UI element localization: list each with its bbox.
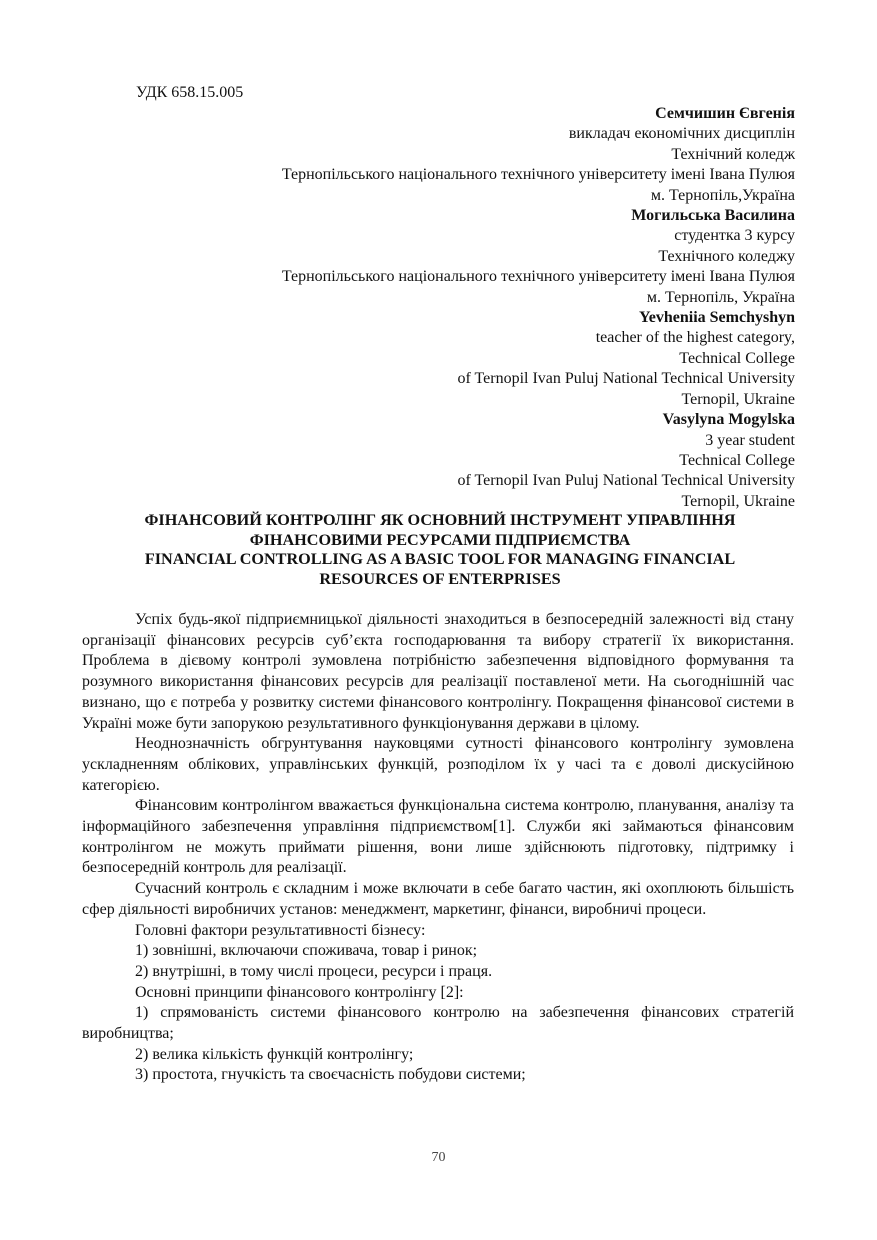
body-paragraph: 2) велика кількість функцій контролінгу;: [135, 1045, 414, 1063]
author-affiliation-line: Technical College: [679, 451, 795, 469]
author-affiliation-line: Тернопільського національного технічного університету імені Івана Пулюя: [281, 268, 795, 286]
page-number: 70: [431, 1150, 446, 1165]
author-affiliation-line: Технічного коледжу: [658, 247, 795, 265]
author-affiliation-line: м. Тернопіль, Україна: [646, 288, 795, 306]
title-line: ФІНАНСОВИЙ КОНТРОЛІНГ ЯК ОСНОВНИЙ ІНСТРУМЕНТ УПРАВЛІННЯ: [144, 511, 736, 529]
author-name: Yevheniia Semchyshyn: [638, 309, 795, 327]
body-paragraph: 2) внутрішні, в тому числі процеси, ресурси і праця.: [135, 962, 493, 980]
body-paragraph: Успіх будь-якої підприємницької діяльності знаходиться в безпосередній залежності від стану організації фінансових ресурсів суб’єкта господарювання та вибору стратегії їх використання. Проблема в дієвому контролі зумовлена потрібністю забезпечення відповідного формування та розумного використання фінансових ресурсів для реалізації поставленої мети. На сьогоднішній час визнано, що є потреба у розвитку системи фінансового контролінгу. Покращення фінансової системи в Україні може бути запорукою результативного функціонування держави в цілому.: [82, 611, 794, 732]
author-affiliation-line: of Ternopil Ivan Puluj National Technical University: [457, 370, 795, 388]
author-affiliation-line: Тернопільського національного технічного університету імені Івана Пулюя: [281, 166, 795, 184]
author-block: [282, 104, 795, 512]
title-line: FINANCIAL CONTROLLING AS A BASIC TOOL FOR MANAGING FINANCIAL: [144, 550, 736, 569]
author-name: Могильська Василина: [631, 207, 795, 225]
udk-code: УДК 658.15.005: [136, 84, 244, 101]
author-affiliation-line: викладач економічних дисциплін: [568, 125, 795, 143]
body-paragraph: 1) зовнішні, включаючи споживача, товар і ринок;: [135, 942, 478, 960]
body-paragraph: Неоднозначність обгрунтування науковцями сутності фінансового контролінгу зумовлена ускладненням облікових, управлінських функцій, розподілом їх у часі та є доволі дискусійною категорією.: [82, 735, 794, 794]
article-title: [82, 511, 798, 589]
author-affiliation-line: Technical College: [679, 349, 795, 367]
author-affiliation-line: Ternopil, Ukraine: [681, 390, 795, 408]
author-affiliation-line: teacher of the highest category,: [595, 329, 795, 347]
body-paragraph: Фінансовим контролінгом вважається функціональна система контролю, планування, аналізу та інформаційного забезпечення управління підприємством[1]. Служби які займаються фінансовим контролінгом не можуть приймати рішення, вони лише здійснюють підготовку, підтримку і безпосередній контроль для реалізації.: [82, 797, 794, 877]
author-affiliation-line: Ternopil, Ukraine: [681, 492, 795, 510]
author-affiliation-line: Технічний коледж: [671, 145, 795, 163]
article-body: [82, 610, 794, 1086]
body-paragraph: Головні фактори результативності бізнесу:: [135, 921, 426, 939]
author-affiliation-line: студентка 3 курсу: [674, 227, 795, 245]
body-paragraph: Основні принципи фінансового контролінгу [2]:: [135, 983, 464, 1001]
author-name: Семчишин Євгенія: [655, 105, 795, 122]
title-line: ФІНАНСОВИМИ РЕСУРСАМИ ПІДПРИЄМСТВА: [249, 530, 631, 549]
body-paragraph: 3) простота, гнучкість та своєчасність побудови системи;: [135, 1066, 526, 1084]
body-paragraph: Сучасний контроль є складним і може включати в себе багато частин, які охоплюють більшість сфер діяльності виробничих установ: менеджмент, маркетинг, фінанси, виробничі процеси.: [82, 880, 794, 918]
author-affiliation-line: м. Тернопіль,Україна: [650, 186, 795, 204]
author-affiliation-line: 3 year student: [705, 431, 795, 449]
author-name: Vasylyna Mogylska: [662, 411, 795, 429]
author-affiliation-line: of Ternopil Ivan Puluj National Technical University: [457, 472, 795, 490]
body-paragraph: 1) спрямованість системи фінансового контролю на забезпечення фінансових стратегій виробництва;: [82, 1004, 794, 1043]
title-line: RESOURCES OF ENTERPRISES: [319, 569, 561, 588]
